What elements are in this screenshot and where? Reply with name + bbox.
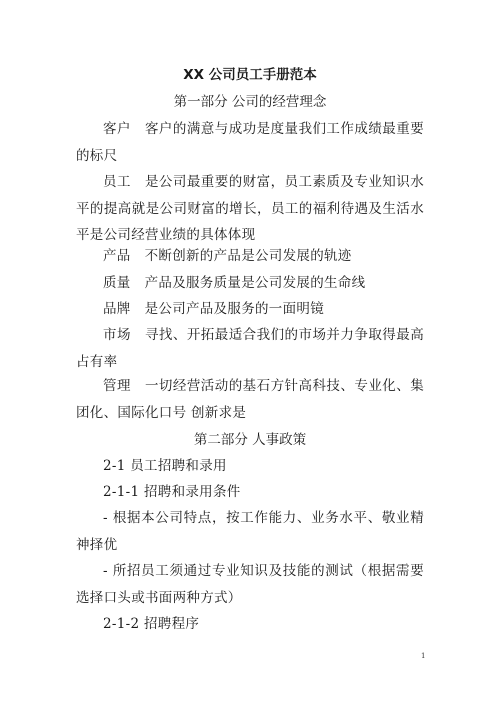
part1-heading: 第一部分 公司的经营理念 bbox=[173, 94, 327, 110]
item-label: 质量 bbox=[103, 275, 131, 291]
part2-heading: 第二部分 人事政策 bbox=[193, 432, 307, 448]
philosophy-item-brand bbox=[76, 296, 424, 323]
philosophy-item-quality bbox=[76, 270, 424, 297]
item-text: 客户的满意与成功是度量我们工作成绩最重要的标尺 bbox=[76, 121, 425, 164]
recruit-condition-1: - 根据本公司特点，按工作能力、业务水平、敬业精神择优 bbox=[76, 510, 424, 553]
item-text: 产品及服务质量是公司发展的生命线 bbox=[144, 275, 366, 291]
item-label: 客户 bbox=[103, 121, 131, 137]
philosophy-item-market bbox=[76, 322, 424, 375]
recruit-condition-2: - 所招员工须通过专业知识及技能的测试（根据需要选择口头或书面两种方式） bbox=[76, 563, 424, 606]
item-label: 员工 bbox=[103, 174, 131, 190]
page-number: 1 bbox=[421, 652, 426, 660]
section-2-1-2: 2-1-2 招聘程序 bbox=[103, 616, 200, 632]
section-2-1-1: 2-1-1 招聘和录用条件 bbox=[103, 484, 241, 500]
item-label: 管理 bbox=[103, 378, 131, 394]
item-text: 是公司最重要的财富，员工素质及专业知识水平的提高就是公司财富的增长，员工的福利待遇及生活水平是公司经营业绩的具体体现 bbox=[76, 174, 425, 243]
item-text: 一切经营活动的基石方针高科技、专业化、集团化、国际化口号 创新求是 bbox=[76, 378, 425, 421]
item-label: 市场 bbox=[103, 327, 131, 343]
philosophy-item-management bbox=[76, 373, 424, 426]
philosophy-item-customer bbox=[76, 116, 424, 169]
document-title: XX 公司员工手册范本 bbox=[183, 67, 317, 83]
section-2-1: 2-1 员工招聘和录用 bbox=[103, 458, 227, 474]
item-text: 是公司产品及服务的一面明镜 bbox=[144, 301, 325, 317]
item-label: 产品 bbox=[103, 248, 131, 264]
item-label: 品牌 bbox=[103, 301, 131, 317]
philosophy-item-employee bbox=[76, 169, 424, 249]
philosophy-item-product bbox=[76, 243, 424, 270]
item-text: 寻找、开拓最适合我们的市场并力争取得最高占有率 bbox=[76, 327, 425, 370]
item-text: 不断创新的产品是公司发展的轨迹 bbox=[144, 248, 352, 264]
